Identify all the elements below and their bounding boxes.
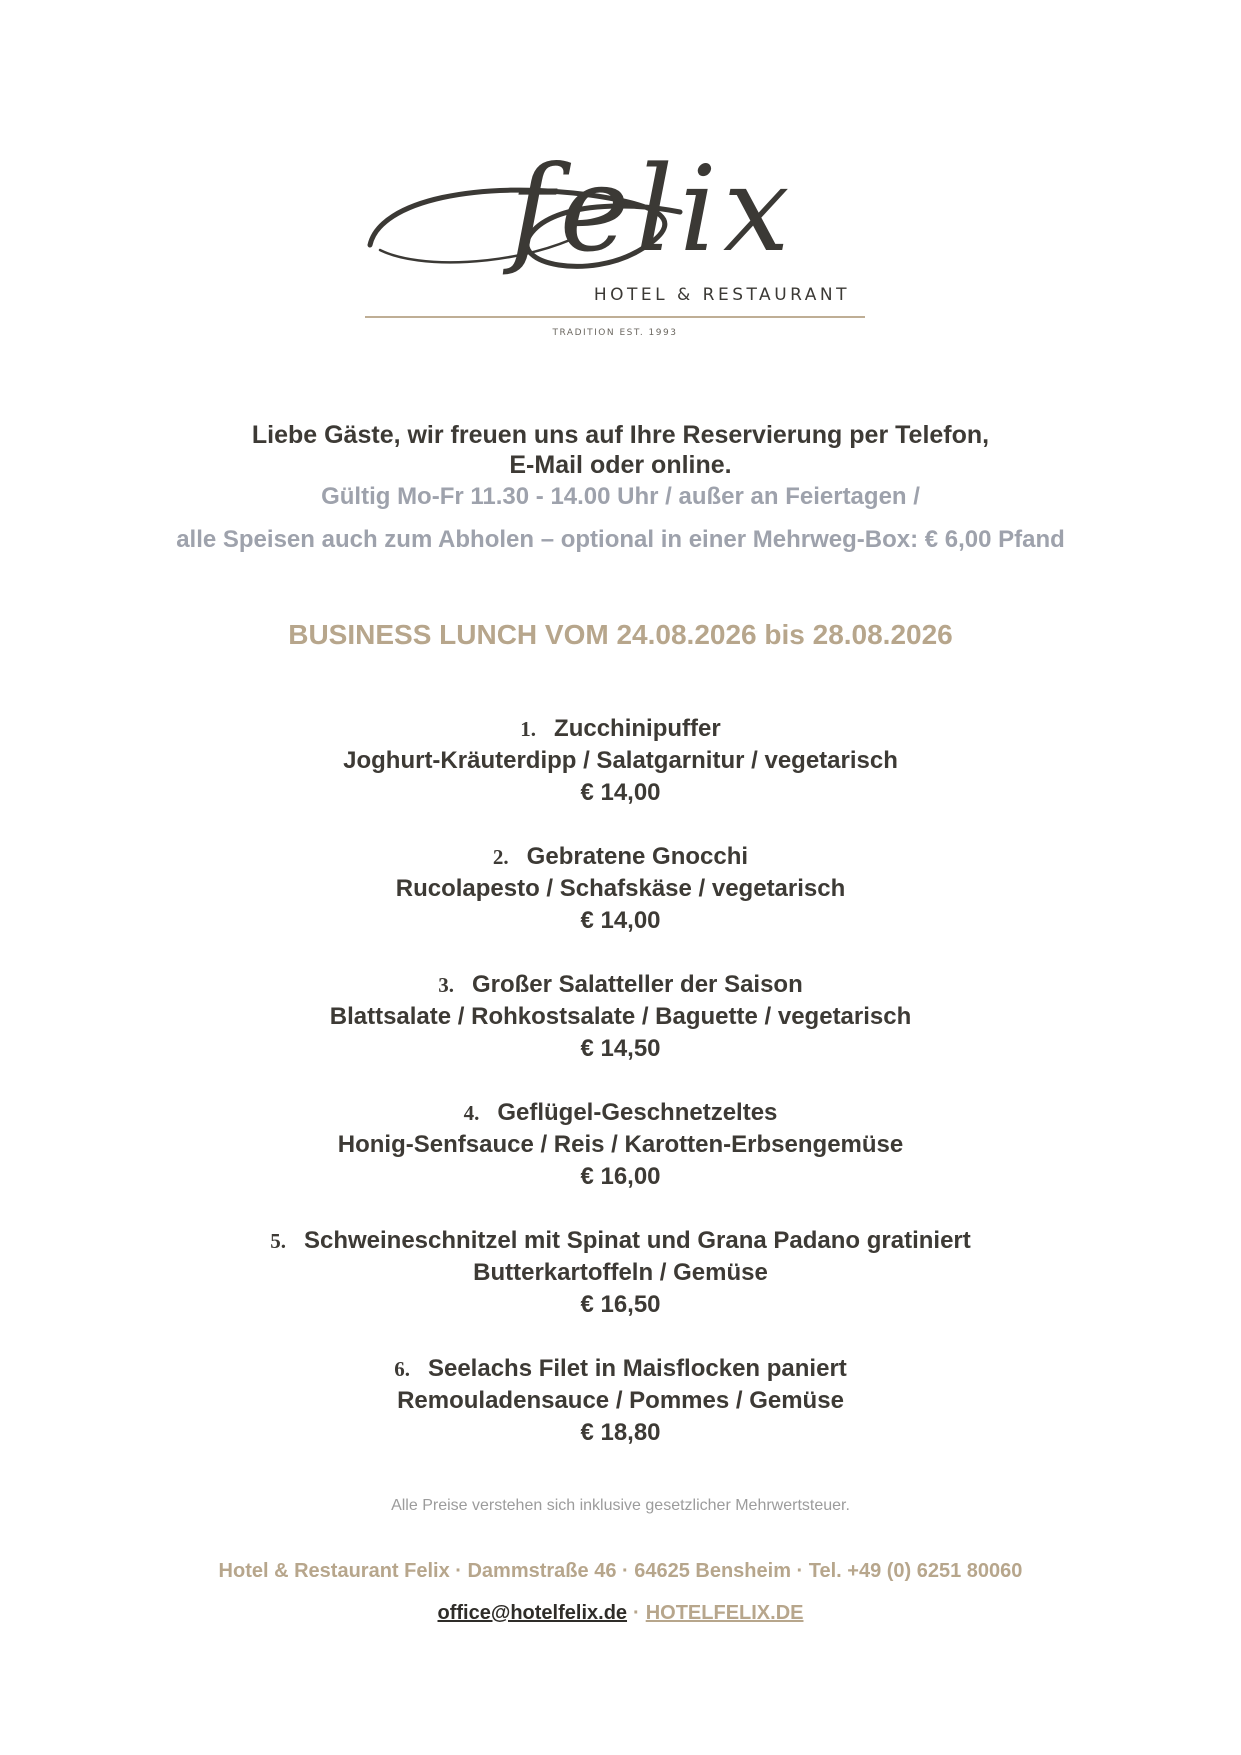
email-link[interactable]: office@hotelfelix.de	[437, 1602, 628, 1624]
menu-item-name: Großer Salatteller der Saison	[471, 971, 803, 998]
menu-item-number: 4.	[463, 1101, 480, 1125]
menu-item-1	[0, 713, 1241, 809]
footer-address: Hotel & Restaurant Felix · Dammstraße 46 · 64625 Bensheim · Tel. +49 (0) 6251 80060	[218, 1560, 1023, 1582]
logo	[360, 140, 880, 350]
menu-item-price: € 18,80	[580, 1419, 661, 1446]
menu-item-number: 6.	[394, 1357, 410, 1381]
menu-item-number: 1.	[520, 717, 537, 741]
menu-item-number: 5.	[270, 1229, 286, 1253]
menu-item-3	[0, 969, 1241, 1065]
menu-item-4	[0, 1097, 1241, 1193]
menu-item-description: Butterkartoffeln / Gemüse	[473, 1259, 768, 1286]
menu-item-description: Joghurt-Kräuterdipp / Salatgarnitur / vegetarisch	[343, 747, 898, 774]
intro-validity: Gültig Mo-Fr 11.30 - 14.00 Uhr / außer an Feiertagen /	[321, 483, 920, 510]
menu-item-price: € 14,00	[580, 907, 661, 934]
menu-item-name: Seelachs Filet in Maisflocken paniert	[427, 1355, 847, 1382]
menu-item-description: Honig-Senfsauce / Reis / Karotten-Erbsengemüse	[337, 1131, 904, 1158]
menu-item-description: Blattsalate / Rohkostsalate / Baguette / vegetarisch	[329, 1003, 912, 1030]
menu-item-number: 3.	[438, 973, 454, 997]
vat-note: Alle Preise verstehen sich inklusive gesetzlicher Mehrwertsteuer.	[391, 1497, 850, 1514]
menu-item-5	[0, 1225, 1241, 1321]
menu-item-name: Schweineschnitzel mit Spinat und Grana Padano gratiniert	[303, 1227, 971, 1254]
menu-item-2	[0, 841, 1241, 937]
intro-greeting	[0, 420, 1241, 480]
intro-line-1: Liebe Gäste, wir freuen uns auf Ihre Reservierung per Telefon,	[251, 421, 990, 449]
logo-tagline: TRADITION EST. 1993	[552, 328, 678, 338]
menu-item-price: € 14,00	[580, 779, 661, 806]
menu-item-price: € 14,50	[580, 1035, 661, 1062]
menu-item-number: 2.	[492, 845, 509, 869]
menu-item-description: Remouladensauce / Pommes / Gemüse	[397, 1387, 844, 1414]
intro-line-2: E-Mail oder online.	[509, 451, 732, 479]
business-lunch-title: BUSINESS LUNCH VOM 24.08.2026 bis 28.08.2026	[288, 619, 953, 650]
menu-item-description: Rucolapesto / Schafskäse / vegetarisch	[395, 875, 846, 902]
menu-item-6	[0, 1353, 1241, 1449]
footer-contact	[0, 1600, 1241, 1626]
menu-item-name: Gebratene Gnocchi	[526, 843, 749, 870]
logo-divider	[365, 316, 865, 318]
menu-item-price: € 16,00	[580, 1163, 661, 1190]
menu-item-price: € 16,50	[580, 1291, 661, 1318]
logo-wordmark: felix	[510, 140, 796, 278]
website-link[interactable]: HOTELFELIX.DE	[645, 1602, 804, 1624]
intro-takeaway: alle Speisen auch zum Abholen – optional in einer Mehrweg-Box: € 6,00 Pfand	[176, 526, 1065, 553]
menu-item-name: Geflügel-Geschnetzeltes	[497, 1099, 778, 1126]
menu-item-name: Zucchinipuffer	[554, 715, 721, 742]
logo-subtitle: HOTEL & RESTAURANT	[593, 285, 850, 305]
footer-separator: ·	[633, 1602, 640, 1624]
